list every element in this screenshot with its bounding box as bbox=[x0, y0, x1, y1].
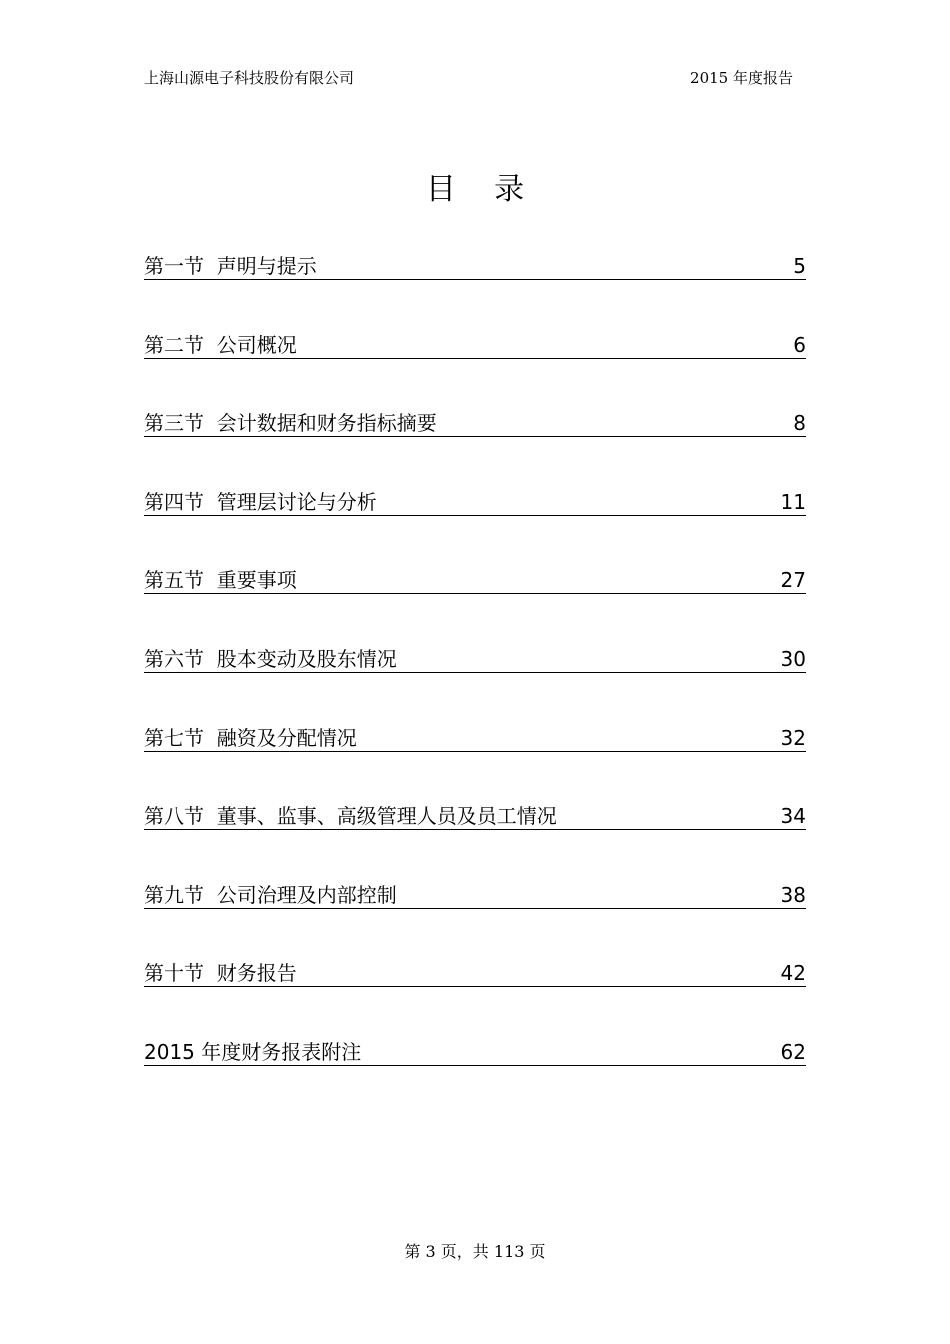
toc-entry-8[interactable] bbox=[144, 802, 806, 830]
toc-entry-page: 5 bbox=[793, 254, 806, 278]
toc-entry-label: 第五节 重要事项 bbox=[144, 568, 297, 593]
table-of-contents bbox=[144, 252, 806, 1117]
page-title: 目 录 bbox=[425, 172, 525, 207]
toc-entry-label: 第十节 财务报告 bbox=[144, 961, 297, 986]
toc-entry-page: 34 bbox=[780, 804, 806, 829]
toc-entry-label: 第二节 公司概况 bbox=[144, 332, 297, 357]
toc-entry-page: 8 bbox=[793, 411, 806, 436]
page-footer: 第 3 页，共 113 页 bbox=[404, 1242, 546, 1261]
toc-entry-9[interactable] bbox=[144, 881, 806, 909]
toc-entry-label: 第三节 会计数据和财务指标摘要 bbox=[144, 411, 437, 436]
header-company-name: 上海山源电子科技股份有限公司 bbox=[144, 69, 355, 87]
toc-entry-page: 42 bbox=[780, 961, 806, 986]
toc-entry-label: 第九节 公司治理及内部控制 bbox=[144, 882, 397, 907]
toc-entry-1[interactable] bbox=[144, 252, 806, 280]
toc-entry-11[interactable] bbox=[144, 1038, 806, 1066]
toc-entry-10[interactable] bbox=[144, 959, 806, 987]
toc-entry-page: 38 bbox=[780, 882, 806, 907]
toc-entry-label: 第七节 融资及分配情况 bbox=[144, 725, 357, 750]
toc-entry-page: 32 bbox=[780, 725, 806, 750]
toc-entry-page: 6 bbox=[793, 332, 806, 357]
toc-entry-label: 第八节 董事、监事、高级管理人员及员工情况 bbox=[144, 804, 557, 829]
toc-entry-7[interactable] bbox=[144, 724, 806, 752]
toc-entry-label: 第一节 声明与提示 bbox=[144, 254, 317, 278]
toc-entry-page: 27 bbox=[780, 568, 806, 593]
toc-entry-5[interactable] bbox=[144, 566, 806, 594]
toc-entry-4[interactable] bbox=[144, 488, 806, 516]
toc-entry-6[interactable] bbox=[144, 645, 806, 673]
toc-entry-page: 30 bbox=[780, 646, 806, 671]
toc-entry-2[interactable] bbox=[144, 331, 806, 359]
toc-entry-label: 第四节 管理层讨论与分析 bbox=[144, 489, 377, 514]
toc-entry-page: 62 bbox=[780, 1039, 806, 1064]
toc-entry-label: 2015 年度财务报表附注 bbox=[144, 1039, 362, 1064]
header-report-title: 2015 年度报告 bbox=[690, 69, 793, 87]
toc-entry-label: 第六节 股本变动及股东情况 bbox=[144, 646, 397, 671]
toc-entry-3[interactable] bbox=[144, 409, 806, 437]
toc-entry-page: 11 bbox=[780, 489, 806, 514]
